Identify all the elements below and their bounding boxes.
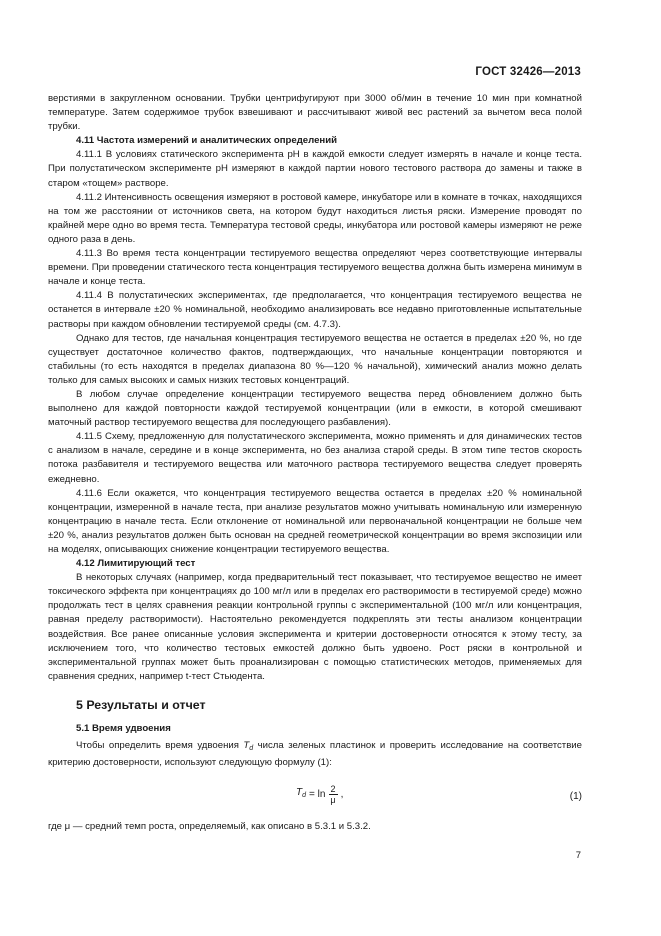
formula-numerator: 2 <box>330 784 336 795</box>
paragraph-5-1 <box>48 739 582 770</box>
paragraph-5-1-post: числа зеленых пластинок и проверить исследование на соответствие критерию достоверности, используют следующую формулу (1): <box>48 740 582 769</box>
doubling-time-symbol: $T_d$ <box>243 740 254 753</box>
paragraph-4-11-4-b: Однако для тестов, где начальная концентрация тестируемого вещества не остается в пределах ±20 %, но где существует достаточное количество фактов, подтверждающих, что начальные концентрации повторяются и стабильны (то есть находятся в пределах диапазона 80 %—120 % начальной), химический анализ можно делать только для самых высоких и самых низких тестовых концентраций. <box>48 332 582 386</box>
formula-number: (1) <box>569 791 582 803</box>
section-heading-5-1: 5.1 Время удвоения <box>76 723 171 735</box>
formula-fraction <box>328 784 337 805</box>
formula-denominator: μ <box>330 795 336 806</box>
document-header: ГОСТ 32426—2013 <box>475 66 581 78</box>
paragraph-4-11-6: 4.11.6 Если окажется, что концентрация тестируемого вещества остается в пределах ±20 % номинальной концентрации, измеренной в начале теста, при анализе результатов можно учитывать номинальную или измеренную концентрацию в начале теста. Если отклонение от номинальной или первоначальной концентрации не больше чем ±20 %, анализ результатов должен быть основан на средней геометрической концентрации во время экспозиции или на моделях, описывающих снижение концентрации тестируемого вещества. <box>48 487 582 555</box>
paragraph-5-1-pre: Чтобы определить время удвоения <box>76 740 244 752</box>
paragraph-4-11-4-c: В любом случае определение концентрации тестируемого вещества перед обновлением должно быть выполнено для каждой повторности каждой тестируемой концентрации (или в емкости, в которой смешивают маточный раствор тестируемого вещества для последующего разбавления). <box>48 388 582 429</box>
paragraph-4-11-2: 4.11.2 Интенсивность освещения измеряют в ростовой камере, инкубаторе или в комнате в точках, находящихся на том же расстоянии от источников света, на котором будут находиться листья ряски. Измерение проводят по крайней мере одно во время теста. Температура тестовой среды, инкубатора или ростовой камеры измеряют не реже одного раза в день. <box>48 191 582 245</box>
paragraph-4-12: В некоторых случаях (например, когда предварительный тест показывает, что тестируемое вещество не имеет токсического эффекта при концентрациях до 100 мг/л или в пределах его растворимости в тестируемой среде) можно продолжать тест в целях сравнения реакции контрольной группы с экспериментальной (100 мг/л или концентрация, равная пределу растворимости). Настоятельно рекомендуется подкреплять эти тесты анализом концентрации воздействия. Все ранее описанные условия эксперимента и критерии достоверности относятся к этому тесту, за исключением того, что количество тестовых емкостей должно быть удвоено. Рост ряски в контрольной и экспериментальной группах может быть проанализирован с помощью статистических методов, применяемых для сравнения средних, например t-тест Стьюдента. <box>48 572 582 682</box>
paragraph-continuation: верстиями в закругленном основании. Трубки центрифугируют при 3000 об/мин в течение 10 мин при комнатной температуре. Затем содержимое трубок взвешивают и рассчитывают живой вес растений за вычетом веса полой трубки. <box>48 93 582 133</box>
paragraph-4-11-3: 4.11.3 Во время теста концентрации тестируемого вещества определяют через соответствующие интервалы времени. При проведении статического теста концентрация тестируемого вещества должна быть измерена минимум в начале и конце теста. <box>48 248 582 288</box>
section-heading-5: 5 Результаты и отчет <box>76 697 206 712</box>
formula-suffix: , <box>340 788 344 800</box>
formula-expression <box>296 784 343 805</box>
paragraph-4-11-1: 4.11.1 В условиях статического эксперимента рН в каждой емкости следует измерять в начале и конце теста. При полустатическом эксперименте рН измеряют в каждой партии нового тестового раствора до замены и также в старом «тощем» растворе. <box>48 149 582 189</box>
formula-ln: = ln <box>309 788 326 800</box>
formula-lhs: $T_d$ <box>296 787 307 800</box>
section-heading-4-12: 4.12 Лимитирующий тест <box>76 558 196 570</box>
formula-where-clause: где μ — средний темп роста, определяемый, как описано в 5.3.1 и 5.3.2. <box>48 821 371 833</box>
paragraph-4-11-4: 4.11.4 В полустатических экспериментах, где предполагается, что концентрация тестируемого вещества не останется в интервале ±20 % номинальной, необходимо анализировать все недавно приготовленные испытательные растворы при каждом обновлении тестируемой среды (см. 4.7.3). <box>48 290 582 330</box>
document-body <box>48 92 582 834</box>
paragraph-4-11-5: 4.11.5 Схему, предложенную для полустатического эксперимента, можно применять и для динамических тестов с анализом в начале, середине и в конце эксперимента, но без анализа старой среды. В этом типе тестов скорость потока разбавителя и тестируемого вещества или маточного раствора тестируемого вещества следует проверять ежедневно. <box>48 431 582 485</box>
page-number: 7 <box>575 850 581 861</box>
formula-1 <box>48 778 582 818</box>
section-heading-4-11: 4.11 Частота измерений и аналитических определений <box>76 135 338 147</box>
